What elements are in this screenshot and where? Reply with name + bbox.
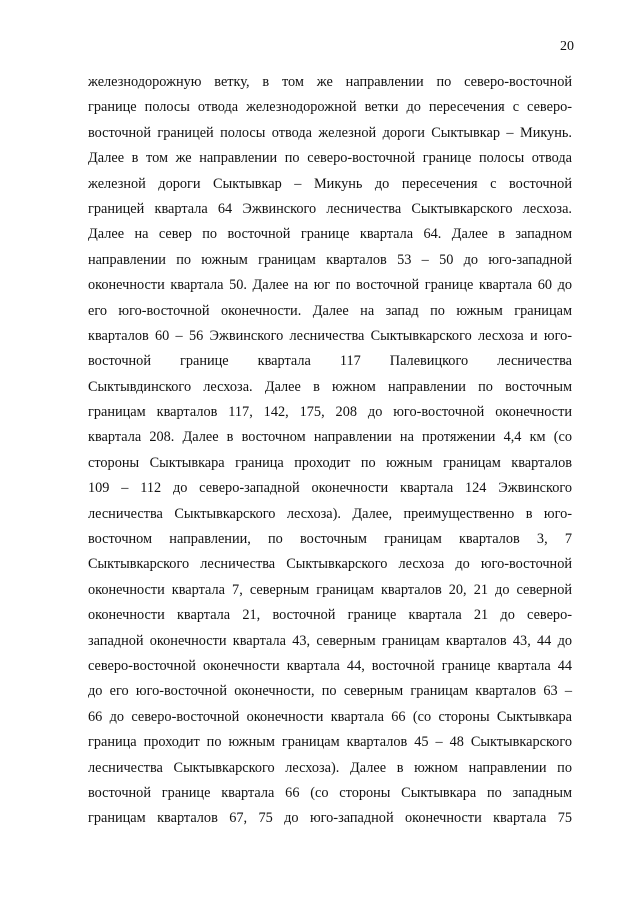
text-line: восточной границе квартала 117 Палевицкого лесничества [88, 353, 572, 370]
text-line: оконечности квартала 7, северным границам кварталов 20, 21 до северной [88, 581, 572, 598]
text-line: северо-восточной оконечности квартала 44, восточной границе квартала 44 [88, 657, 572, 674]
text-line: лесничества Сыктывкарского лесхоза). Далее в южном направлении по [88, 759, 572, 776]
text-line: его юго-восточной оконечности. Далее на запад по южным границам [88, 302, 572, 319]
text-line: восточной границей полосы отвода железной дороги Сыктывкар – Микунь. [88, 124, 572, 141]
text-line: Далее на север по восточной границе квартала 64. Далее в западном [88, 226, 572, 243]
text-line: границей квартала 64 Эжвинского лесничества Сыктывкарского лесхоза. [88, 200, 572, 217]
text-line: направлении по южным границам кварталов 53 – 50 до юго-западной [88, 251, 572, 268]
text-line: граница проходит по южным границам кварталов 45 – 48 Сыктывкарского [88, 734, 572, 751]
text-line: Сыктывдинского лесхоза. Далее в южном направлении по восточным [88, 378, 572, 395]
text-line: границе полосы отвода железнодорожной ветки до пересечения с северо- [88, 99, 572, 116]
text-line: лесничества Сыктывкарского лесхоза). Далее, преимущественно в юго- [88, 505, 572, 522]
text-line: железной дороги Сыктывкар – Микунь до пересечения с восточной [88, 175, 572, 192]
text-line: стороны Сыктывкара граница проходит по южным границам кварталов [88, 454, 572, 471]
text-line: границам кварталов 67, 75 до юго-западной оконечности квартала 75 [88, 810, 572, 827]
text-line: 109 – 112 до северо-западной оконечности квартала 124 Эжвинского [88, 480, 572, 497]
text-line: границам кварталов 117, 142, 175, 208 до юго-восточной оконечности [88, 404, 572, 421]
text-line: кварталов 60 – 56 Эжвинского лесничества Сыктывкарского лесхоза и юго- [88, 327, 572, 344]
text-line: оконечности квартала 21, восточной границе квартала 21 до северо- [88, 607, 572, 624]
text-line: оконечности квартала 50. Далее на юг по восточной границе квартала 60 до [88, 277, 572, 294]
text-line: железнодорожную ветку, в том же направлении по северо-восточной [88, 74, 572, 90]
text-line: до его юго-восточной оконечности, по северным границам кварталов 63 – [88, 683, 572, 700]
body-text [88, 70, 572, 832]
text-line: западной оконечности квартала 43, северным границам кварталов 43, 44 до [88, 632, 572, 649]
page-number: 20 [560, 39, 574, 54]
text-line: восточной границе квартала 66 (со стороны Сыктывкара по западным [88, 784, 572, 801]
text-line: восточном направлении, по восточным границам кварталов 3, 7 [88, 531, 572, 548]
text-line: Далее в том же направлении по северо-восточной границе полосы отвода [88, 150, 572, 167]
text-line: Сыктывкарского лесничества Сыктывкарского лесхоза до юго-восточной [88, 556, 572, 573]
text-line: квартала 208. Далее в восточном направлении на протяжении 4,4 км (со [88, 429, 572, 446]
text-line: 66 до северо-восточной оконечности квартала 66 (со стороны Сыктывкара [88, 708, 572, 725]
